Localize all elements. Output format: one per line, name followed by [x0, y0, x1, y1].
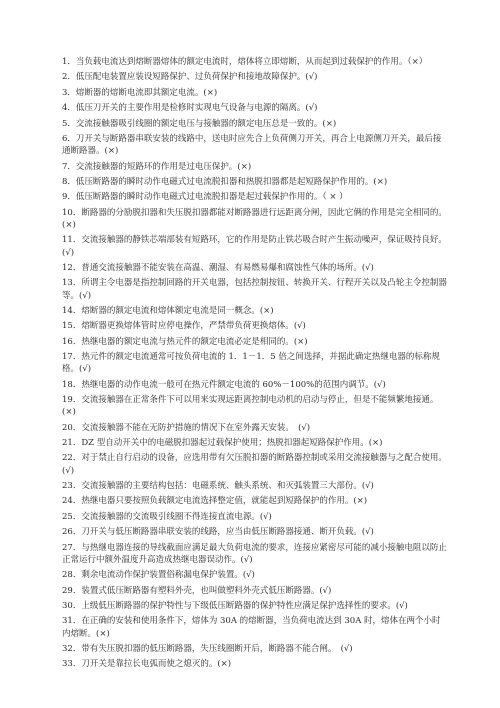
list-item: 15．熔断器更换熔体管时应停电操作，严禁带负荷更换熔体。(√) — [62, 321, 306, 332]
question-list — [62, 56, 447, 674]
list-item: 22．对于禁止自行启动的设备，应选用带有欠压脱扣器的断路器控制或采用交流接触器与之配合使用。(√) — [62, 453, 447, 476]
list-item: 33．刀开关是靠拉长电弧而使之熄灭的。(×) — [62, 659, 232, 670]
list-item: 6．刀开关与断路器串联安装的线路中，送电时应先合上负荷侧刀开关，再合上电源侧刀开关，最后接通断路器。(×) — [62, 133, 442, 157]
list-item: 25．交流接触器的交流吸引线圈不得连接直流电源。(√) — [62, 511, 272, 522]
list-item: 30．上级低压断路器的保护特性与下级低压断路器的保护特性应满足保护选择性的要求。(√) — [62, 600, 408, 611]
list-item: 21．DZ 型自动开关中的电磁脱扣器起过载保护使用；热脱扣器起短路保护作用。(×) — [62, 438, 383, 449]
list-item: 27．与热继电器连接的导线截面应满足最大负荷电流的要求，连接应紧密尽可能的减小接触电阻以防止正常运行中额外温度升高造成热继电器误动作。(√) — [62, 542, 447, 565]
list-item: 16．热继电器的额定电流与热元件的额定电流必定是相同的。(×) — [62, 336, 308, 347]
list-item: 24．热继电器只要按照负载额定电流选择整定值，就能起到短路保护的作用。(×) — [62, 496, 368, 507]
list-item: 7．交流接触器的短路环的作用是过电压保护。(×) — [62, 161, 252, 172]
list-item: 13．所谓主令电器是指控制回路的开关电器，包括控制按钮、转换开关、行程开关以及凸轮主令控制器等。(√) — [62, 278, 447, 301]
list-item: 28．剩余电流动作保护装置俗称漏电保护装置。(√) — [62, 570, 255, 581]
list-item: 20．交流接触器不能在无防护措施的情况下在室外露天安装。 (√) — [62, 422, 311, 433]
list-item: 19．交流接触器在正常条件下可以用来实现远距离控制电动机的启动与停止，但是不能频繁地接通。(×) — [62, 395, 439, 418]
list-item: 5．交流接触器吸引线圈的额定电压与接触器的额定电压总是一致的。(×) — [62, 118, 337, 129]
list-item: 11．交流接触器的静铁芯端部装有短路环，它的作用是防止铁芯吸合时产生振动噪声，保证吸持良好。(√) — [62, 235, 447, 258]
list-item: 26．刀开关与低压断路器串联安装的线路，应当由低压断路器接通、断开负载。(√) — [62, 527, 374, 538]
list-item: 2．低压配电装置应装设短路保护、过负荷保护和接地故障保护。(√) — [62, 72, 318, 83]
list-item: 29．装置式低压断路器有塑料外壳，也叫做塑料外壳式低压断路器。(√) — [62, 585, 332, 596]
list-item: 8．低压断路器的瞬时动作电磁式过电流脱扣器和热脱扣器都是起短路保护作用的。(×) — [62, 176, 388, 187]
list-item: 31．在正确的安装和使用条件下，熔体为 30A 的熔断器，当负荷电流达到 30A 时，熔体在两个小时内熔断。(×) — [62, 616, 441, 639]
list-item: 3．熔断器的熔断电流即其额定电流。(×) — [62, 87, 218, 98]
list-item: 10．断路器的分励脱扣器和失压脱扣器都能对断路器进行远距离分闸，因此它俩的作用是完全相同的。(×) — [62, 207, 447, 230]
list-item: 4．低压刀开关的主要作用是检修时实现电气设备与电源的隔离。(√) — [62, 103, 318, 114]
list-item: 17．热元件的额定电流通常可按负荷电流的 1．1－1．5 倍之间选择，并据此确定热继电器的标称规格。(√) — [62, 352, 440, 375]
list-item: 12．普通交流接触器不能安装在高温、潮湿、有易燃易爆和腐蚀性气体的场所。(√) — [62, 262, 374, 273]
list-item: 9．低压断路器的瞬时动作电磁式过电流脱扣器是起过载保护作用的。（ × ） — [62, 192, 348, 203]
list-item: 1．当负载电流达到熔断器熔体的额定电流时，熔体将立即熔断，从而起到过载保护的作用。（×） — [62, 57, 428, 67]
list-item: 18．热继电器的动作电流一般可在热元件额定电流的 60%－100%的范围内调节。(√) — [62, 379, 386, 390]
list-item: 23．交流接触器的主要结构包括：电磁系统、触头系统、和灭弧装置三大部份。(√) — [62, 481, 374, 492]
list-item: 32．带有失压脱扣器的低压断路器，失压线圈断开后，断路器不能合闸。 (√) — [62, 643, 353, 654]
list-item: 14．熔断器的额定电流和熔体额定电流是同一概念。(×) — [62, 305, 274, 316]
